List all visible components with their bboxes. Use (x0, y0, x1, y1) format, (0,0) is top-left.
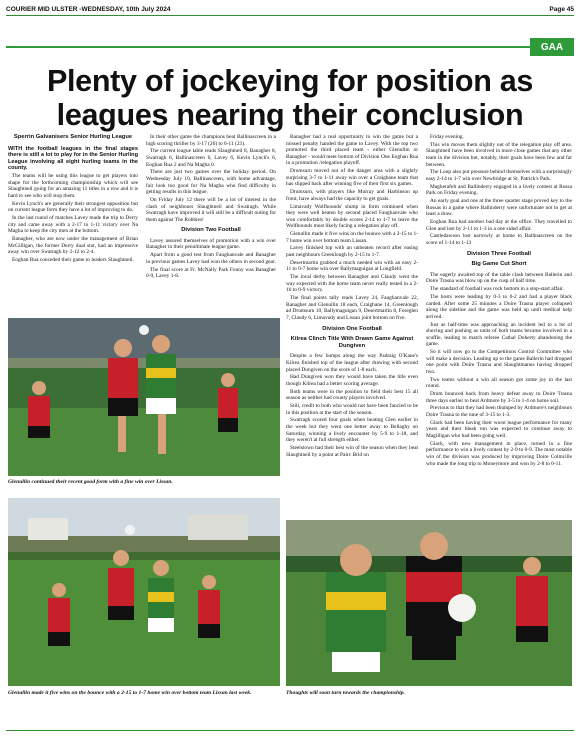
paragraph: Drumsurn, with players like Murray and Harbinson up front, have always had the capacity to get goals. (286, 189, 418, 202)
paragraph: On Friday July 12 there will be a lot of interest in the clash of neighbours Slaughtneil and Swatragh. While Swatragh have improved it will still be a difficult outing for them against The Robbies! (146, 196, 276, 223)
match-photo-3-image (286, 520, 572, 686)
article-col-4 (426, 134, 572, 532)
match-photo-1-image (8, 318, 280, 476)
lead-paragraph: WITH the football leagues in the final stages there is still a lot to play for in the Senior Hurling League involving all eight hurling teams in the county. (8, 145, 138, 172)
paragraph: In the last round of matches Lavey made the trip to Derry city and came away with a 2-17 to 1-11 victory over Na Magha to keep the city men at the bottom. (8, 215, 138, 235)
paragraph: Friday evening. (430, 134, 464, 140)
paragraph: The final points tally reads Lavey 24, Faughanvale 22, Banagher and Glenullin 18 each, Craigbane 14, Greenlough ad Drumsurn 10, Ballymaguigan 9, Desertmartin 8, Foreglen 7, Claudy 6, Limavady and Lissan joint bottom on five. (286, 295, 418, 321)
paragraph: Kevin Lynch's are generally their strongest opposition but on current league form they have a lot of improving to do. (8, 200, 138, 214)
paragraph: The local derby between Banagher and Claudy went the way expected with the home team never really tested in a 2-16 to 0-9 victory. (286, 274, 418, 294)
match-photo-2 (8, 498, 280, 686)
subheading: Division One Football (322, 325, 382, 332)
paragraph: So it will now go to the Competitions Control Committee who will make a decision. Leading up to the game Ballerin had dropped one point with Doire Trasna and Slaughtmanus having dropped two. (426, 349, 572, 375)
paragraph: This win moves them slightly out of the relegation play off area. Slaughtneil have been involved in more close games that any other team in the division but, notably, their goals have been few and far between. (426, 141, 572, 168)
paragraph: In their other game the champions beat Ballinascreen in a high scoring thriller by 3-17 (26) to 6-11 (23). (146, 134, 276, 147)
headline: Plenty of jockeying for position as leagues nearing their conclusion (46, 64, 534, 132)
article-col-3 (286, 134, 418, 514)
paragraph: Had Dungiven won they would have taken the title even though Kilrea had a better scoring average. (286, 374, 418, 387)
photo-caption-2: Glenullin made it five wins on the bounce with a 2-15 to 1-7 home win over bottom team Lissan last week. (8, 690, 252, 696)
subheading: Kilrea Clinch Title With Drawn Game Against Dungiven (290, 336, 414, 349)
masthead (6, 4, 574, 14)
paragraph: Lavey finished top with an unbeaten record after easing past neighbours Greenlough by 2-15 to 1-7. (286, 245, 418, 259)
paragraph: Apart from a good test from Faughanvale and Banagher in previous games Lavey had won the others in second gear. (146, 252, 276, 265)
paragraph: Just as half-time was approaching an incident led to a lot of shoving and pushing as units of both teams became involved in a scuffle, leading to match referee Cathal Doherty abandoning the game. (426, 321, 572, 348)
paragraph: There are just two games over the holiday period. On Wednesday July 10, Ballinascreen, with home advantage, fair look too good for Na Magha who find difficulty in getting results in this league. (146, 169, 276, 196)
paragraph: Desertmartin grabbed a much needed win with an easy 2-11 to 0-7 home win over Ballymaguigan at Longfield. (286, 259, 418, 273)
match-photo-3 (286, 520, 572, 686)
paragraph: The Loup also put pressure behind themselves with a surprisingly easy 2-14 to 1-7 win over Newbridge at St. Patrick's Park. (426, 169, 572, 182)
paragraph: Glack, with new management in place, turned in a fine performance to win a lively contest by 2-9 to 0-9. The most notable win of the division was produced by improving Doire Colmcille who made the long trip to Moneymore and won by 2-8 to 0-11. (426, 440, 572, 467)
paragraph: Eoghan Rua had another bad day at the office. They travelled to Glen and lost by 2-11 to 1-3 in a one sided affair. (426, 219, 572, 232)
section-tag: GAA (530, 38, 574, 56)
paragraph: Two teams without a win all season got some joy in the last round. (426, 376, 572, 390)
paragraph: Previous to that they had been thumped by Ardmore's neighbours Doire Trasna to the tune of 3-15 to 1-3. (426, 405, 572, 418)
subheading: Division Two Football (181, 227, 241, 234)
paragraph: The hosts were leading by 0-3 to 0-2 and had a player black carded. After some 25 minutes a Doire Trasna player collapsed along the sideline and the game was held up until medical help arrived. (426, 293, 572, 320)
paragraph: An early goal and one at the three quarter stage proved key to the Rossas in a game where Ballinderry were unfortunate not to get at least a draw. (426, 198, 572, 218)
paragraph: Drumsurn moved out of the danger area with a slightly surprising 3-7 to 1-11 away win over a Craigbane team that has slipped back after winning five of their first six games. (286, 168, 418, 188)
paragraph: Glack had been having their worst league performance for many years and their bleak run was expected to continue away to Magilligan who had been going well. (426, 419, 572, 439)
paragraph: Castledawson lost narrowly at home to Ballinascreen on the score of 1-14 to 1-13 (426, 233, 572, 247)
paragraph: Glenullin made it five wins on the bounce with a 2-15 to 1-7 home win over bottom team Lissan. (286, 231, 418, 244)
subheading: Big Game Cut Short (471, 261, 527, 268)
paragraph: Both teams were in the position to field their best 15 all season as neither had county players involved. (286, 388, 418, 402)
match-photo-1 (8, 318, 280, 476)
paragraph: Banagher, who are now under the management of Brian McGilligan, the former Derry dual star, had an impressive away win over Swatragh by 2-12 to 2-4. (8, 236, 138, 256)
article-col-1 (8, 134, 138, 312)
photo-caption-3: Thoughts will soon turn towards the championship. (286, 690, 405, 696)
top-rule (6, 15, 574, 16)
paragraph: Magherafelt and Ballinderry engaged in a lively contest at Rossa Park on Friday evening. (426, 183, 572, 197)
paragraph: The eagerly awaited top of the table clash between Ballerin and Doire Trasna was blow up on the cusp of half time. (426, 271, 572, 285)
paragraph: The current league table reads Slaughtneil 8, Banagher 8, Swatragh 6, Ballinascreen 6, Lavey 6, Kevin Lynch's 6, Eoghan Rua 2 and Na Magha 0. (146, 148, 276, 168)
paper-name: COURIER MID ULSTER -WEDNESDAY, 10th July 2024 (6, 5, 171, 13)
paragraph: Steelstown had their best win of the season when they beat Slaughtneil by a point at Pairc Brid on (286, 444, 418, 458)
paragraph: Banagher had a real opportunity to win the game but a missed penalty handed the game to Lavey. With the top two promoted the third placed team - either Glenullin or Banagher - would meet bottom of Division One Eoghan Rua in a promotion /relegation playoff. (286, 134, 418, 167)
paragraph: Swatragh scored four goals when beating Glen earlier in the week but they went one better away to Bellaghy on Saturday, winning a lively encounter by 5-9 to 1-18, and they weren't at full strength either. (286, 417, 418, 444)
paragraph: The teams will be using this league to get players into shape for the forthcoming championship which will see Slaughtneil going for an amazing 11 titles in a row and it is hard to see who will stop them. (8, 173, 138, 199)
paragraph: Limavady Wolfhounds' slump in form continued when they were well beaten by second placed Faughanvale who won comfortably by double scores 2-14 to 1-7 to leave the Wolfhounds most likely facing a relegation play off. (286, 203, 418, 230)
page-number: Page 45 (549, 5, 574, 13)
footer-rule (6, 730, 574, 731)
paragraph: Eoghan Rua conceded their game to leaders Slaughtneil. (12, 257, 134, 264)
paragraph: The final score at Fr. McNally Park Founy was Banagher 0-9, Lavey 1-8. (146, 266, 276, 280)
paragraph: Lavey assured themselves of promotion with a win over Banagher in their penultimate league game. (146, 237, 276, 251)
paragraph: Drum bounced back from heavy defeat away to Doire Trasna three days earlier to beat Ardmore by 3-5 to 1-4 on home soil. (426, 391, 572, 404)
paragraph: Still, credit to both who would not have been fancied to be in this position at the start of the season. (286, 403, 418, 416)
subheading: Division Three Football (466, 250, 532, 257)
paragraph: The standard of football was rock bottom in a stop-start affair. (430, 286, 564, 293)
section-rule (6, 46, 530, 48)
article-col-2 (146, 134, 276, 312)
paragraph: Despite a few bumps along the way Padraig O'Kane's Kilrea finished top of the league after drawing with second placed Dungiven on the score of 1-8 each. (286, 353, 418, 373)
byline: Sperrin Galvanisers Senior Hurling League (13, 134, 133, 140)
photo-caption-1: Glenullin continued their recent good form with a fine win over Lissan. (8, 479, 173, 485)
match-photo-2-image (8, 498, 280, 686)
